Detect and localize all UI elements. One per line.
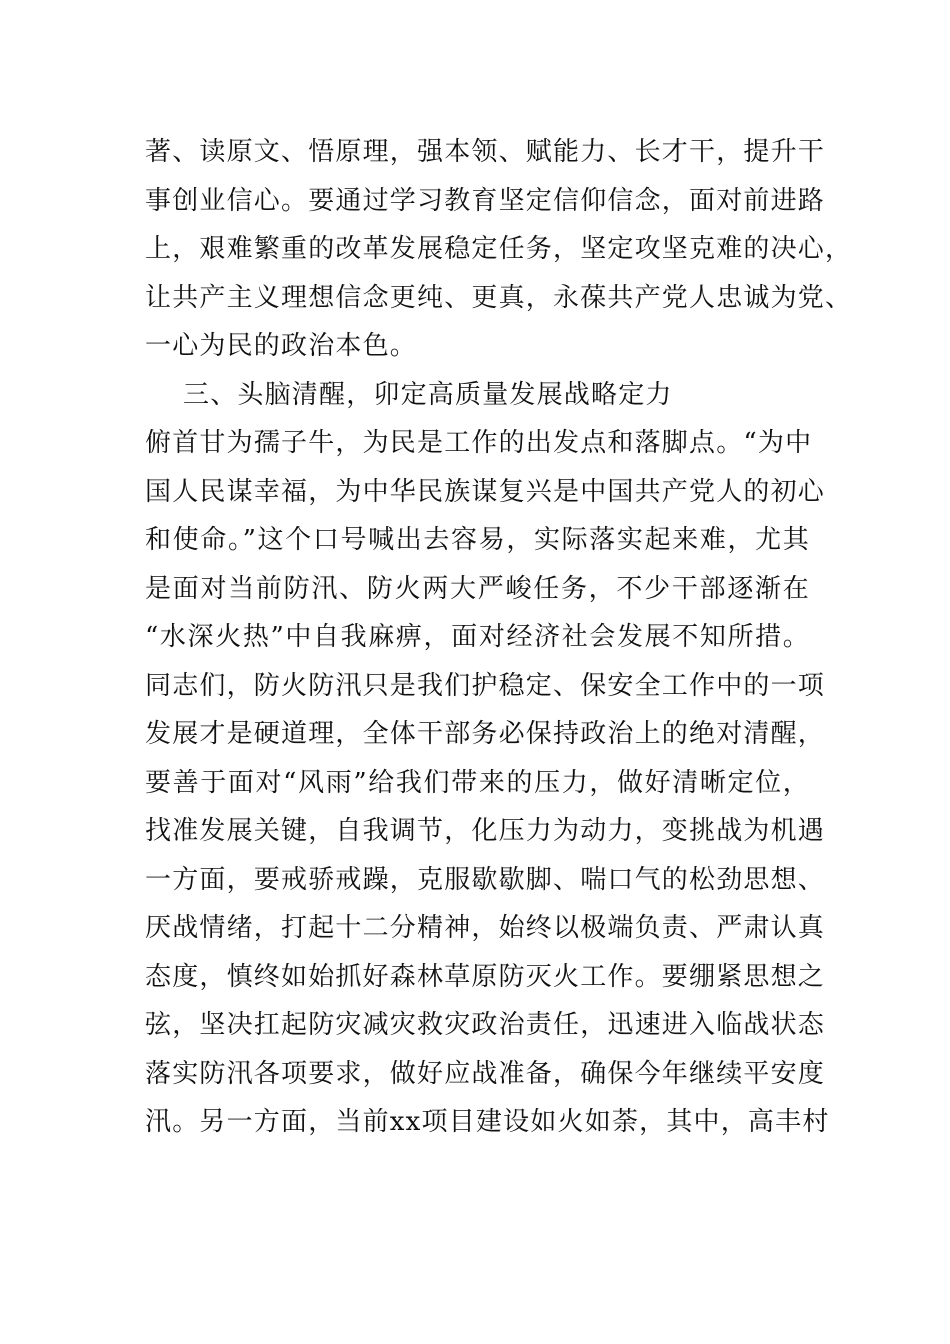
text-line-10: 是面对当前防汛、防火两大严峻任务，不少干部逐渐在 xyxy=(145,573,810,604)
text-line-15: 找准发展关键，自我调节，化压力为动力，变挑战为机遇 xyxy=(145,816,826,846)
text-line-4: 让共产主义理想信念更纯、更真，永葆共产党人忠诚为党、 xyxy=(145,282,853,313)
text-line-2: 事创业信心。要通过学习教育坚定信仰信念，面对前进路 xyxy=(145,185,826,216)
text-line-20: 落实防汛各项要求，做好应战准备，确保今年继续平安度 xyxy=(145,1058,826,1089)
text-line-8: 国人民谋幸福，为中华民族谋复兴是中国共产党人的初心 xyxy=(145,476,826,507)
section-heading: 三、头脑清醒，卯定高质量发展战略定力 xyxy=(183,379,673,410)
text-line-1: 著、读原文、悟原理，强本领、赋能力、长才干，提升干 xyxy=(145,137,826,167)
text-line-19: 弦，坚决扛起防灾减灾救灾政治责任，迅速进入临战状态 xyxy=(145,1010,826,1040)
text-line-14: 要善于面对“风雨”给我们带来的压力，做好清晰定位， xyxy=(145,767,810,798)
text-line-12: 同志们，防火防汛只是我们护稳定、保安全工作中的一项 xyxy=(145,670,826,701)
text-line-16: 一方面，要戒骄戒躁，克服歇歇脚、喘口气的松劲思想、 xyxy=(145,864,826,895)
text-line-11: “水深火热”中自我麻痹，面对经济社会发展不知所措。 xyxy=(145,622,810,652)
text-line-17: 厌战情绪，打起十二分精神，始终以极端负责、严肃认真 xyxy=(145,913,826,943)
text-line-21: 汛。另一方面，当前xx项目建设如火如荼，其中，高丰村 xyxy=(145,1107,830,1137)
text-line-9: 和使命。”这个口号喊出去容易，实际落实起来难，尤其 xyxy=(145,525,810,555)
text-line-5: 一心为民的政治本色。 xyxy=(145,331,418,361)
text-line-18: 态度，慎终如始抓好森林草原防灭火工作。要绷紧思想之 xyxy=(145,961,826,992)
text-line-13: 发展才是硬道理，全体干部务必保持政治上的绝对清醒， xyxy=(145,719,826,749)
text-line-3: 上，艰难繁重的改革发展稳定任务，坚定攻坚克难的决心， xyxy=(145,234,853,264)
body-text xyxy=(145,128,853,1147)
text-line-7: 俯首甘为孺子牛，为民是工作的出发点和落脚点。“为中 xyxy=(145,428,813,458)
